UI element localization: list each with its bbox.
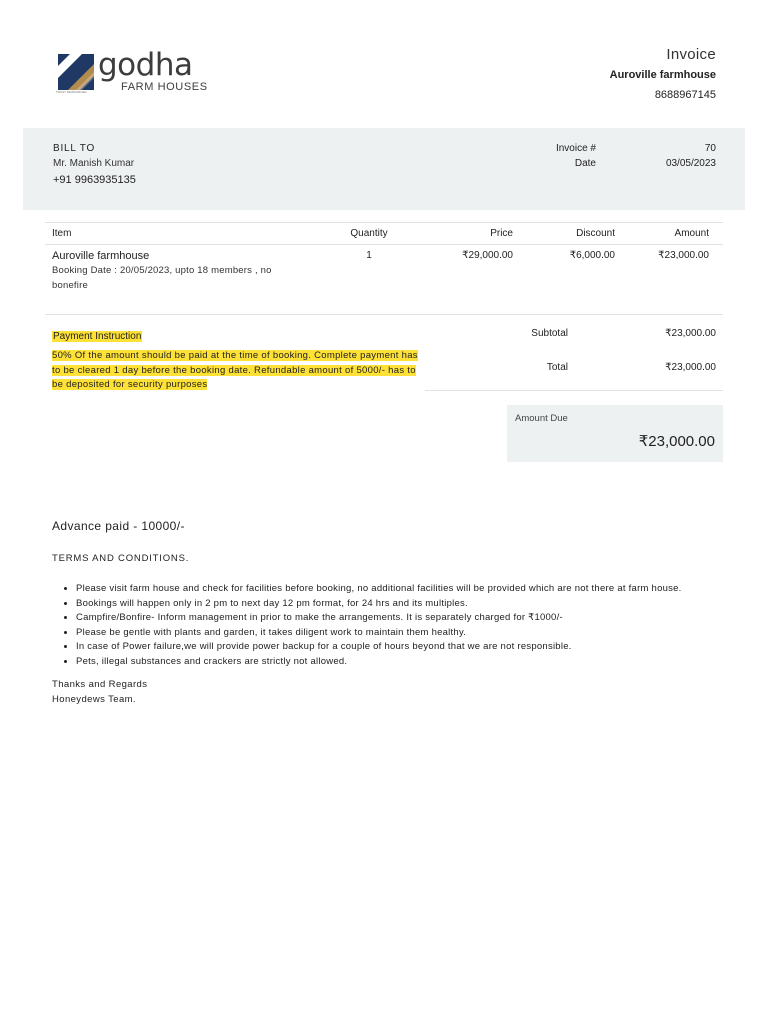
customer-phone: +91 9963935135: [53, 174, 136, 186]
list-item: • In case of Power failure,we will provide power backup for a couple of hours beyond that we are not responsible.: [76, 640, 736, 655]
signoff-line2: Honeydews Team.: [52, 693, 136, 705]
issuer-phone: 8688967145: [654, 89, 716, 101]
logo-mark-icon: [56, 52, 96, 92]
item-discount: ₹6,000.00: [569, 250, 615, 261]
list-item: • Please visit farm house and check for facilities before booking, no additional facilities will be provided which are not there at farm house.: [76, 582, 736, 597]
invoice-date-label: Date: [574, 158, 596, 169]
table-header: [45, 222, 723, 245]
advance-paid-note: Advance paid - 10000/-: [52, 519, 185, 533]
list-item: • Pets, illegal substances and crackers are strictly not allowed.: [76, 655, 736, 670]
total-label: Total: [546, 362, 568, 373]
logo-tagline: TRUST REINFORCED: [56, 90, 87, 94]
invoice-number-label: Invoice #: [555, 143, 596, 154]
amount-due-value: ₹23,000.00: [638, 433, 715, 450]
invoice-date-row: [486, 158, 716, 173]
header-price: Price: [490, 228, 513, 239]
terms-list: [76, 582, 736, 669]
invoice-number-row: [486, 143, 716, 158]
logo-name: godha: [98, 47, 193, 83]
list-item: • Bookings will happen only in 2 pm to next day 12 pm format, for 24 hrs and its multiples.: [76, 597, 736, 612]
signoff: [52, 678, 147, 707]
table-row: [45, 245, 723, 315]
invoice-title: Invoice: [666, 46, 716, 63]
subtotal-value: ₹23,000.00: [665, 328, 716, 339]
header-quantity: Quantity: [350, 228, 388, 239]
company-logo: [56, 47, 216, 98]
item-price: ₹29,000.00: [462, 250, 513, 261]
payment-instruction-body-wrap: [52, 349, 422, 393]
item-quantity: 1: [366, 250, 372, 261]
payment-instruction: [52, 326, 422, 393]
amount-due-box: [507, 405, 723, 462]
bill-to-block: [53, 143, 136, 186]
issuer-company: Auroville farmhouse: [609, 69, 716, 81]
subtotal-label: Subtotal: [531, 328, 568, 339]
signoff-line1: Thanks and Regards: [52, 679, 148, 690]
payment-instruction-title: Payment Instruction: [53, 331, 142, 342]
list-item: • Campfire/Bonfire- Inform management in prior to make the arrangements. It is separately charged for ₹1000/-: [76, 611, 736, 626]
invoice-number: 70: [704, 143, 716, 154]
header-amount: Amount: [674, 228, 709, 239]
total-value: ₹23,000.00: [665, 362, 716, 373]
item-cell: [45, 250, 305, 314]
amount-due-label: Amount Due: [515, 413, 568, 424]
item-description: Booking Date : 20/05/2023, upto 18 members , no bonefire: [52, 265, 272, 291]
terms-title: TERMS AND CONDITIONS.: [52, 553, 190, 564]
bill-to-label: BILL TO: [53, 143, 96, 154]
logo-subtitle: FARM HOUSES: [121, 81, 208, 93]
header-discount: Discount: [576, 228, 615, 239]
customer-name: Mr. Manish Kumar: [53, 158, 135, 169]
header-item: Item: [52, 228, 72, 239]
invoice-header: [610, 46, 716, 101]
item-amount: ₹23,000.00: [658, 250, 709, 261]
item-name: Auroville farmhouse: [52, 250, 150, 262]
bill-to-section: [23, 128, 745, 210]
totals-block: [425, 320, 723, 391]
items-table: [45, 222, 723, 315]
payment-instruction-body: 50% Of the amount should be paid at the time of booking. Complete payment has to be cleared 1 day before the booking date. Refundable amount of 5000/- has to be deposited for security purposes: [52, 350, 418, 390]
invoice-date: 03/05/2023: [665, 158, 716, 169]
invoice-meta: [486, 143, 716, 173]
list-item: • Please be gentle with plants and garden, it takes diligent work to maintain them healthy.: [76, 626, 736, 641]
